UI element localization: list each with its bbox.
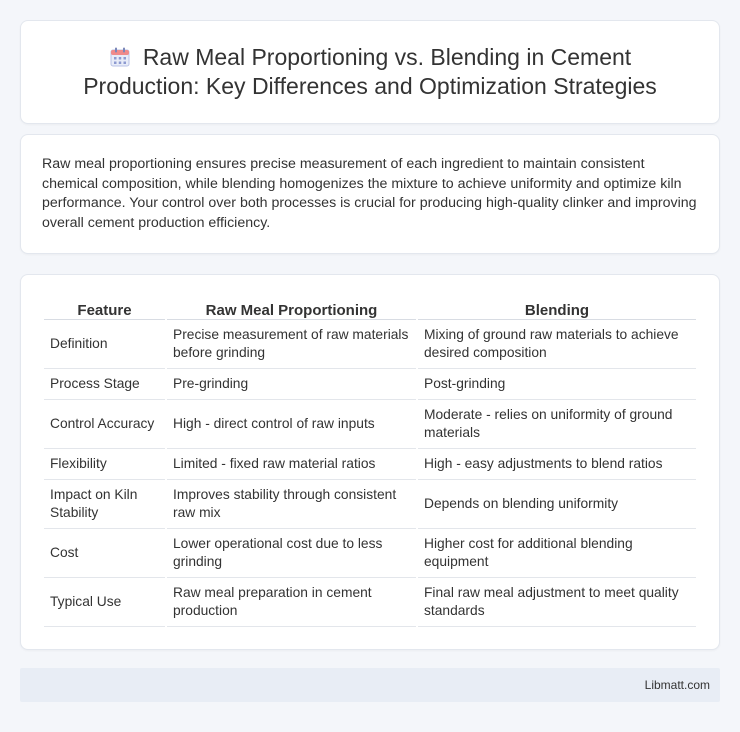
header-feature: Feature: [44, 297, 165, 320]
cell-proportioning: High - direct control of raw inputs: [167, 400, 416, 449]
page-title-text: Raw Meal Proportioning vs. Blending in Cement Production: Key Differences and Optimization Strategies: [83, 44, 657, 99]
table-row: [44, 529, 696, 578]
calendar-icon: [109, 46, 131, 68]
intro-text: Raw meal proportioning ensures precise measurement of each ingredient to maintain consistent chemical composition, while blending homogenizes the mixture to achieve uniformity and optimize kiln performance. Your control over both processes is crucial for producing high-quality clinker and improving overall cement production efficiency.: [42, 156, 697, 231]
cell-blending: Post-grinding: [418, 369, 696, 400]
table-row: [44, 449, 696, 480]
header-blending: Blending: [418, 297, 696, 320]
cell-proportioning: Limited - fixed raw material ratios: [167, 449, 416, 480]
table-row: [44, 320, 696, 369]
cell-blending: Final raw meal adjustment to meet quality standards: [418, 578, 696, 627]
cell-blending: Higher cost for additional blending equipment: [418, 529, 696, 578]
cell-blending: Depends on blending uniformity: [418, 480, 696, 529]
cell-proportioning: Raw meal preparation in cement production: [167, 578, 416, 627]
cell-feature: Control Accuracy: [44, 400, 165, 449]
cell-proportioning: Improves stability through consistent raw mix: [167, 480, 416, 529]
table-row: [44, 400, 696, 449]
intro-card: [20, 134, 720, 254]
title-card: [20, 20, 720, 124]
cell-feature: Process Stage: [44, 369, 165, 400]
table-row: [44, 369, 696, 400]
cell-proportioning: Precise measurement of raw materials before grinding: [167, 320, 416, 369]
comparison-card: [20, 274, 720, 650]
cell-blending: High - easy adjustments to blend ratios: [418, 449, 696, 480]
cell-blending: Moderate - relies on uniformity of ground materials: [418, 400, 696, 449]
cell-blending: Mixing of ground raw materials to achieve desired composition: [418, 320, 696, 369]
table-header-row: [44, 297, 696, 320]
cell-proportioning: Lower operational cost due to less grinding: [167, 529, 416, 578]
cell-feature: Cost: [44, 529, 165, 578]
footer-brand[interactable]: Libmatt.com: [644, 678, 710, 692]
table-row: [44, 480, 696, 529]
cell-feature: Typical Use: [44, 578, 165, 627]
cell-feature: Impact on Kiln Stability: [44, 480, 165, 529]
comparison-table: [42, 297, 698, 627]
page-title: [50, 43, 690, 101]
header-raw-meal-proportioning: Raw Meal Proportioning: [167, 297, 416, 320]
cell-proportioning: Pre-grinding: [167, 369, 416, 400]
cell-feature: Flexibility: [44, 449, 165, 480]
cell-feature: Definition: [44, 320, 165, 369]
table-row: [44, 578, 696, 627]
footer-bar: [20, 668, 720, 702]
